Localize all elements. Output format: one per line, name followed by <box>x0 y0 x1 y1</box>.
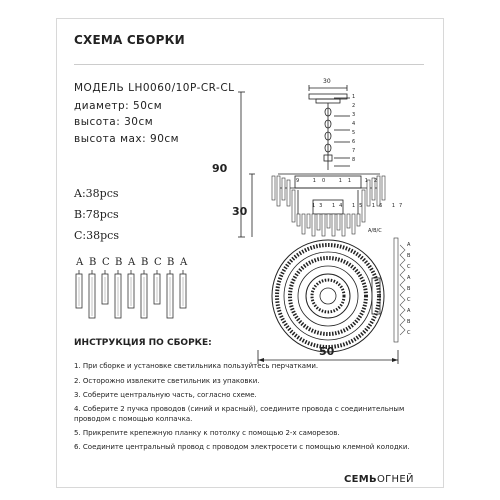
part-number: 13 <box>312 203 327 209</box>
plate-width-label: 30 <box>323 78 331 85</box>
lower-part-numbers <box>312 203 406 209</box>
crystal-letter: B <box>141 257 149 268</box>
instruction-step: 1. При сборке и установке светильника пользуйтесь перчатками. <box>74 362 319 370</box>
ring-letter: A <box>407 308 411 314</box>
part-number: 14 <box>331 203 347 209</box>
diameter-spec: диаметр: 50см <box>74 100 163 112</box>
crystal-letter: A <box>76 257 84 268</box>
ring-letter: B <box>407 286 411 292</box>
page-title: СХЕМА СБОРКИ <box>74 33 185 47</box>
part-number: 3 <box>352 112 356 118</box>
part-b-count: B:78pcs <box>74 208 119 221</box>
part-number: 5 <box>352 130 356 136</box>
crystal-letter: B <box>167 257 175 268</box>
ring-letter: B <box>407 319 411 325</box>
instruction-step: 2. Осторожно извлеките светильник из упаковки. <box>74 377 260 385</box>
ring-letter: C <box>407 264 411 270</box>
part-number: 16 <box>371 203 387 209</box>
part-number: 11 <box>338 178 358 184</box>
ring-letter: A <box>407 242 411 248</box>
crystal-letter: A <box>180 257 188 268</box>
height-max-spec: высота мах: 90см <box>74 133 180 145</box>
part-number: 9 <box>296 178 306 184</box>
brand-bold: СЕМЬ <box>344 474 377 485</box>
part-number: 12 <box>364 178 384 184</box>
part-number: 10 <box>312 178 332 184</box>
abc-label: A/B/C <box>368 228 382 234</box>
crystal-letter: A <box>128 257 136 268</box>
instructions-heading: ИНСТРУКЦИЯ ПО СБОРКЕ: <box>74 338 212 348</box>
diameter-dimension: 50 <box>319 345 335 358</box>
part-number: 17 <box>391 203 407 209</box>
part-number: 4 <box>352 121 356 127</box>
instruction-step: 4. Соберите 2 пучка проводов (синий и красный), соедините провода с соединительным <box>74 405 405 413</box>
part-number: 15 <box>351 203 367 209</box>
ring-letter: C <box>407 297 411 303</box>
instruction-step: проводом с помощью колпачка. <box>74 415 193 423</box>
crystal-letter: B <box>89 257 97 268</box>
instruction-step: 3. Соберите центральную часть, согласно схеме. <box>74 391 257 399</box>
ring-letter: C <box>407 330 411 336</box>
crystal-letter: C <box>102 257 110 268</box>
part-number-list <box>352 93 355 165</box>
ring-letter: B <box>407 253 411 259</box>
part-number: 7 <box>352 148 356 154</box>
height-spec: высота: 30см <box>74 116 154 128</box>
height-max-dimension: 90 <box>212 162 228 175</box>
brand-logo <box>344 474 414 485</box>
part-c-count: C:38pcs <box>74 229 119 242</box>
crystal-letter: C <box>154 257 162 268</box>
crystal-letter: B <box>115 257 123 268</box>
part-number: 2 <box>352 103 356 109</box>
part-number: 8 <box>352 157 356 163</box>
brand-regular: ОГНЕЙ <box>376 474 414 485</box>
height-dimension: 30 <box>232 205 248 218</box>
instruction-step: 6. Соедините центральный провод с проводом электросети с помощью клемной колодки. <box>74 443 410 451</box>
part-a-count: A:38pcs <box>74 187 119 200</box>
part-number: 1 <box>352 94 356 100</box>
model-spec: МОДЕЛЬ LH0060/10P-CR-CL <box>74 82 235 94</box>
ring-letter: A <box>407 275 411 281</box>
ring-letter-column <box>407 240 411 339</box>
part-number: 6 <box>352 139 356 145</box>
body-part-numbers <box>296 178 383 184</box>
instruction-step: 5. Прикрепите крепежную планку к потолку с помощью 2-х саморезов. <box>74 429 340 437</box>
